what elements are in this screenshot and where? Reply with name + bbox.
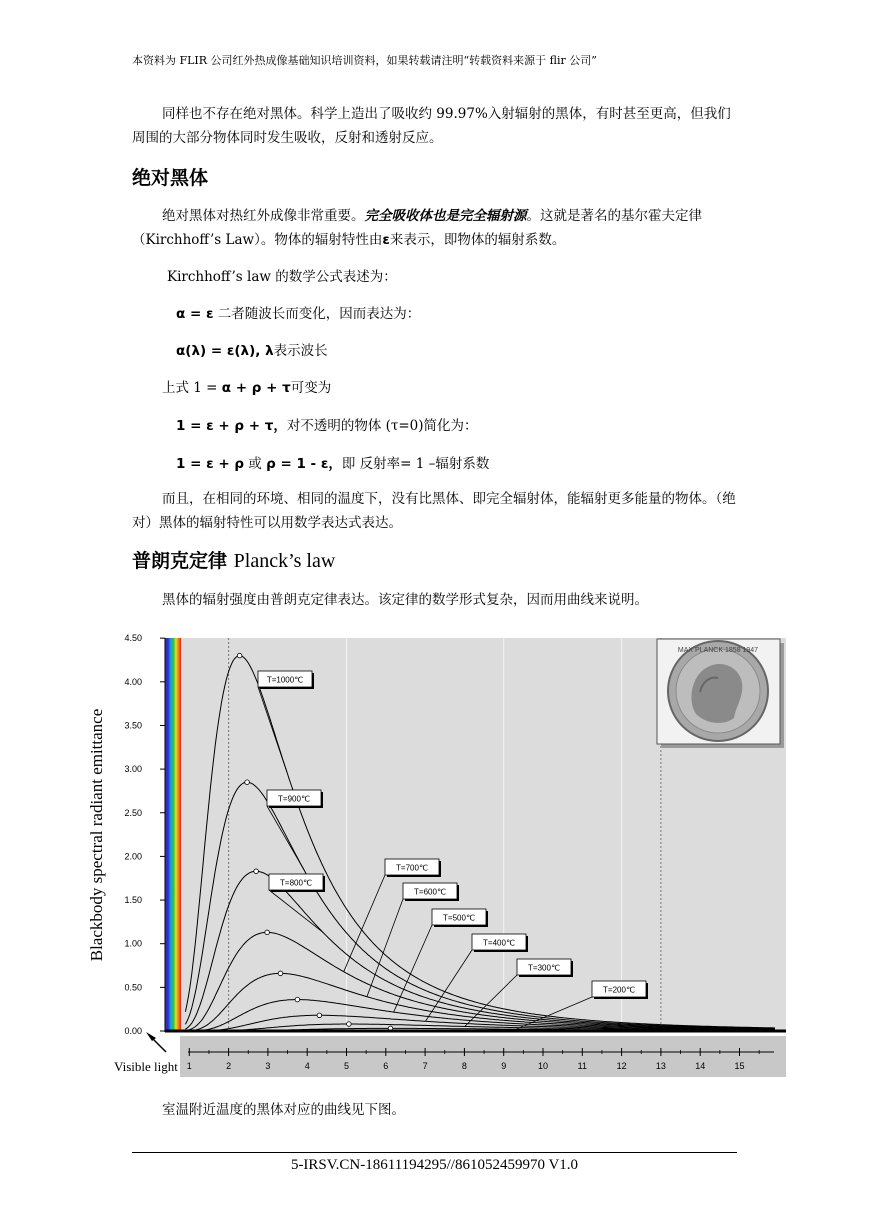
equation-5-mid: 或 xyxy=(244,456,267,472)
equation-4-math: 1 = ε + ρ + τ， xyxy=(176,418,287,434)
paragraph-intro: 同样也不存在绝对黑体。科学上造出了吸收约 99.97%入射辐射的黑体，有时甚至更高，但我们周围的大部分物体同时发生吸收，反射和透射反应。 xyxy=(132,106,731,146)
equation-5 xyxy=(176,452,489,472)
y-tick-label: 1.50 xyxy=(124,895,142,906)
peak-marker xyxy=(254,869,259,874)
y-axis-label: Blackbody spectral radiant emittance xyxy=(87,708,106,962)
equation-3-pre: 上式 1 = xyxy=(162,380,222,396)
x-tick-label: 6 xyxy=(383,1061,389,1071)
paragraph-kirchhoff-emphasis: 完全吸收体也是完全辐射源 xyxy=(364,208,527,224)
paragraph-blackbody-energy: 而且，在相同的环境、相同的温度下，没有比黑体、即完全辐射体，能辐射更多能量的物体。（绝对）黑体的辐射特性可以用数学表达式表达。 xyxy=(132,491,736,531)
footer-rule xyxy=(132,1152,737,1153)
y-tick-label: 3.50 xyxy=(124,720,142,731)
equation-5-math2: ρ = 1 - ε， xyxy=(266,456,342,472)
peak-marker xyxy=(237,653,242,658)
equation-2 xyxy=(176,339,328,359)
equation-3-text: 可变为 xyxy=(290,380,332,396)
series-label: T=1000℃ xyxy=(266,675,304,685)
paragraph-kirchhoff xyxy=(132,204,740,252)
paragraph-kirchhoff-post1: 。这就是著名的基尔霍夫定律（Kirchhoff’s Law）。物体的辐射特性由 xyxy=(132,208,702,248)
paragraph-kirchhoff-pre: 绝对黑体对热红外成像非常重要。 xyxy=(162,208,365,224)
footer-text: 5-IRSV.CN-18611194295//861052459970 V1.0 xyxy=(290,1157,579,1173)
peak-marker xyxy=(245,780,250,785)
x-tick-label: 12 xyxy=(616,1061,627,1071)
equation-5-text: 即 反射率= 1 –辐射系数 xyxy=(341,456,490,472)
y-tick-label: 0.00 xyxy=(124,1026,142,1036)
y-tick-label: 4.50 xyxy=(124,633,142,644)
peak-marker xyxy=(295,997,300,1002)
equation-1 xyxy=(176,302,420,322)
visible-spectrum-band xyxy=(165,638,181,1031)
equation-1-text: 二者随波长而变化，因而表达为： xyxy=(213,306,421,322)
x-tick-label: 15 xyxy=(734,1061,745,1071)
equation-4 xyxy=(176,414,478,434)
equation-2-math: α(λ) = ε(λ), λ xyxy=(176,343,274,359)
planck-chart xyxy=(84,628,789,1096)
x-tick-label: 11 xyxy=(577,1061,587,1071)
heading-plancks-law-cn: 普朗克定律 xyxy=(132,550,228,572)
x-tick-label: 13 xyxy=(655,1061,666,1071)
y-tick-label: 0.50 xyxy=(124,982,142,993)
equation-5-math1: 1 = ε + ρ xyxy=(176,456,244,472)
peak-marker xyxy=(317,1013,322,1018)
x-tick-label: 5 xyxy=(343,1061,350,1071)
y-tick-label: 4.00 xyxy=(124,676,142,687)
equation-3 xyxy=(162,376,331,396)
x-tick-label: 14 xyxy=(695,1061,706,1071)
visible-light-label: Visible light xyxy=(114,1059,178,1074)
series-label: T=400℃ xyxy=(483,938,515,948)
peak-marker xyxy=(265,930,270,935)
series-label: T=700℃ xyxy=(396,863,428,873)
series-label: T=200℃ xyxy=(603,985,635,995)
heading-absolute-blackbody: 绝对黑体 xyxy=(132,167,209,189)
series-label: T=600℃ xyxy=(414,887,446,897)
x-tick-label: 3 xyxy=(265,1061,271,1071)
x-tick-label: 4 xyxy=(304,1061,310,1071)
epsilon-symbol: ε xyxy=(382,232,390,248)
coin-inscription: MAX PLANCK 1858 1947 xyxy=(677,647,759,654)
x-tick-label: 10 xyxy=(537,1061,549,1071)
x-tick-label: 2 xyxy=(226,1061,232,1071)
y-tick-label: 2.50 xyxy=(124,807,142,818)
kirchhoff-intro: Kirchhoff’s law 的数学公式表述为： xyxy=(167,269,397,285)
series-label: T=300℃ xyxy=(528,963,560,973)
series-label: T=500℃ xyxy=(443,913,475,923)
x-tick-label: 1 xyxy=(186,1061,192,1071)
max-planck-coin-image xyxy=(657,639,784,748)
x-tick-label: 8 xyxy=(461,1061,467,1071)
equation-1-math: α = ε xyxy=(176,306,214,322)
heading-plancks-law-en: Planck’s law xyxy=(233,550,336,572)
paragraph-kirchhoff-post2: 来表示，即物体的辐射系数。 xyxy=(389,232,566,248)
equation-4-text: 对不透明的物体 (τ=0)简化为： xyxy=(286,418,478,434)
series-label: T=900℃ xyxy=(278,794,310,804)
paragraph-planck-intro: 黑体的辐射强度由普朗克定律表达。该定律的数学形式复杂，因而用曲线来说明。 xyxy=(162,592,648,608)
paragraph-room-temp: 室温附近温度的黑体对应的曲线见下图。 xyxy=(162,1102,405,1118)
peak-marker xyxy=(347,1022,352,1027)
y-tick-label: 3.00 xyxy=(124,764,142,775)
y-tick-labels xyxy=(124,633,165,1036)
equation-2-text: 表示波长 xyxy=(273,343,328,359)
y-tick-label: 2.00 xyxy=(124,851,142,862)
header-note: 本资料为 FLIR 公司红外热成像基础知识培训资料，如果转载请注明“转载资料来源于 flir 公司” xyxy=(132,54,597,67)
series-label: T=800℃ xyxy=(280,878,312,888)
x-tick-label: 9 xyxy=(501,1061,507,1071)
peak-marker xyxy=(278,971,283,976)
y-tick-label: 1.00 xyxy=(124,938,142,949)
equation-3-math: α + ρ + τ xyxy=(221,380,291,396)
heading-plancks-law xyxy=(132,546,335,573)
x-tick-label: 7 xyxy=(422,1061,428,1071)
